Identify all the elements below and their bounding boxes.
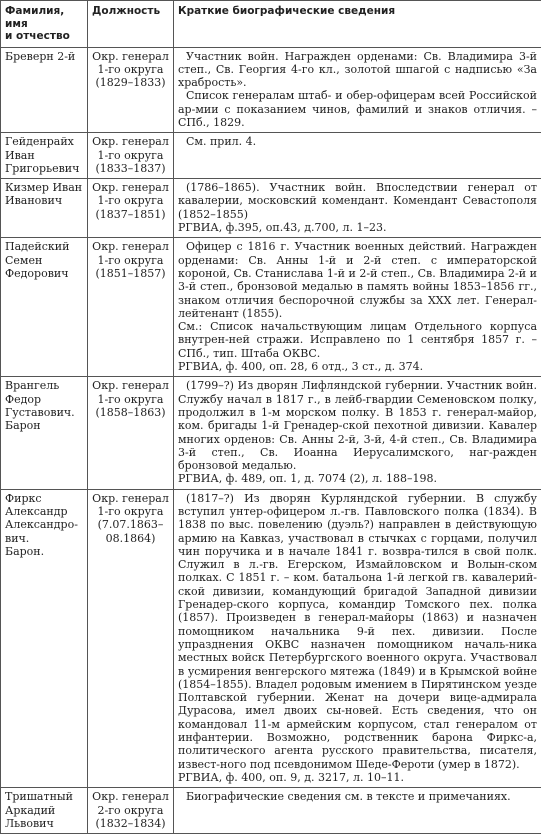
person-name: Тришатный Аркадий Львович [1,788,88,834]
table-row [1,238,541,377]
person-position: Окр. генерал 1-го округа (1837–1851) [88,179,174,238]
person-position: Окр. генерал 1-го округа (1858–1863) [88,377,174,489]
bio-paragraph: (1799–?) Из дворян Лифляндской губернии. Участник войн. Службу начал в 1817 г., в лейб-гвардии Семеновском полку, продолжил в 1-м морском полку. В 1853 г. генерал-майор, ком. бригады 1-й Гренадер-ской пехотной дивизии. Кавалер многих орденов: Св. Анны 2-й, 3-й, 4-й степ., Св. Владимира 3-й степ., Св. Иоанна Иерусалимского, наг-ражден бронзовой медалью. [178,379,537,472]
person-name: Падейский Семен Федорович [1,238,88,377]
header-position: Должность [88,1,174,48]
person-name: Кизмер Иван Иванович [1,179,88,238]
table-row [1,133,541,179]
bio-paragraph: РГВИА, ф. 400, оп. 9, д. 3217, л. 10–11. [178,771,537,784]
person-bio [174,377,541,489]
bio-paragraph: Список генералам штаб- и обер-офицерам всей Российской ар-мии с показанием чинов, фамилий и знаков отличия. – СПб., 1829. [178,89,537,129]
person-name: Фиркс Александр Александро- вич. Барон. [1,489,88,788]
table-row [1,47,541,133]
person-position: Окр. генерал 2-го округа (1832–1834) [88,788,174,834]
bio-paragraph: Участник войн. Награжден орденами: Св. Владимира 3-й степ., Св. Георгия 4-го кл., золотой шпагой с надписью «За храбрость». [178,50,537,90]
bio-paragraph: (1817–?) Из дворян Курляндской губернии. В службу вступил унтер-офицером л.-гв. Павловского полка (1834). В 1838 по выс. повелению (дуэль?) направлен в действующую армию на Кавказ, участвовал в стычках с горцами, получил чин поручика и в начале 1841 г. возвра-тился в свой полк. Служил в л.-гв. Егерском, Измайловском и Волын-ском полках. С 1851 г. – ком. батальона 1-й легкой гв. кавалерий-ской дивизии, командующий бригадой Западной дивизии Гренадер-ского корпуса, командир Томского пех. полка (1857). Произведен в генерал-майоры (1863) и назначен помощником начальника 9-й пех. дивизии. После упразднения ОКВС назначен помощником началь-ника местных войск Петербургского военного округа. Участвовал в усмирения венгерского мятежа (1849) и в Крымской войне (1854–1855). Владел родовым имением в Пирятинском уезде Полтавской губернии. Женат на дочери вице-адмирала Дурасова, имел двоих сы-новей. Есть сведения, что он командовал 11-м армейским корпусом, стал генералом от инфантерии. Возможно, родственник барона Фиркс-а, политического агента русского правительства, писателя, извест-ного под псевдонимом Шеде-Фероти (умер в 1872). [178,492,537,771]
person-bio [174,47,541,133]
bio-paragraph: РГВИА, ф. 400, оп. 28, 6 отд., 3 ст., д. 374. [178,360,537,373]
table-row [1,489,541,788]
person-bio [174,489,541,788]
header-row [1,1,541,48]
bio-paragraph: Биографические сведения см. в тексте и примечаниях. [178,790,537,803]
table-row [1,179,541,238]
bio-paragraph: См. прил. 4. [178,135,537,148]
bio-paragraph: РГВИА, ф.395, оп.43, д.700, л. 1–23. [178,221,537,234]
person-bio [174,788,541,834]
person-name: Врангель Федор Густавович. Барон [1,377,88,489]
table-body [1,47,541,834]
header-name: Фамилия, имя и отчество [1,1,88,48]
person-name: Бреверн 2-й [1,47,88,133]
bio-paragraph: (1786–1865). Участник войн. Впоследствии генерал от кавалерии, московский комендант. Комендант Севастополя (1852–1855) [178,181,537,221]
bio-paragraph: РГВИА, ф. 489, оп. 1, д. 7074 (2), л. 188–198. [178,472,537,485]
person-bio [174,238,541,377]
bio-paragraph: См.: Список начальствующим лицам Отдельного корпуса внутрен-ней стражи. Исправлено по 1 сентября 1857 г. – СПб., тип. Штаба ОКВС. [178,320,537,360]
person-bio [174,179,541,238]
header-bio: Краткие биографические сведения [174,1,541,48]
table-row [1,788,541,834]
person-position: Окр. генерал 1-го округа (1829–1833) [88,47,174,133]
bio-paragraph: Офицер с 1816 г. Участник военных действий. Награжден орденами: Св. Анны 1-й и 2-й степ. с императорской короной, Св. Станислава 1-й и 2-й степ., Св. Владимира 2-й и 3-й степ., бронзовой медалью в память войны 1853–1856 гг., знаком отличия беспорочной службы за XXX лет. Генерал-лейтенант (1855). [178,240,537,320]
person-position: Окр. генерал 1-го округа (7.07.1863– 08.1864) [88,489,174,788]
person-position: Окр. генерал 1-го округа (1851–1857) [88,238,174,377]
person-name: Гейденрайх Иван Григорьевич [1,133,88,179]
person-bio [174,133,541,179]
person-position: Окр. генерал 1-го округа (1833–1837) [88,133,174,179]
table-row [1,377,541,489]
